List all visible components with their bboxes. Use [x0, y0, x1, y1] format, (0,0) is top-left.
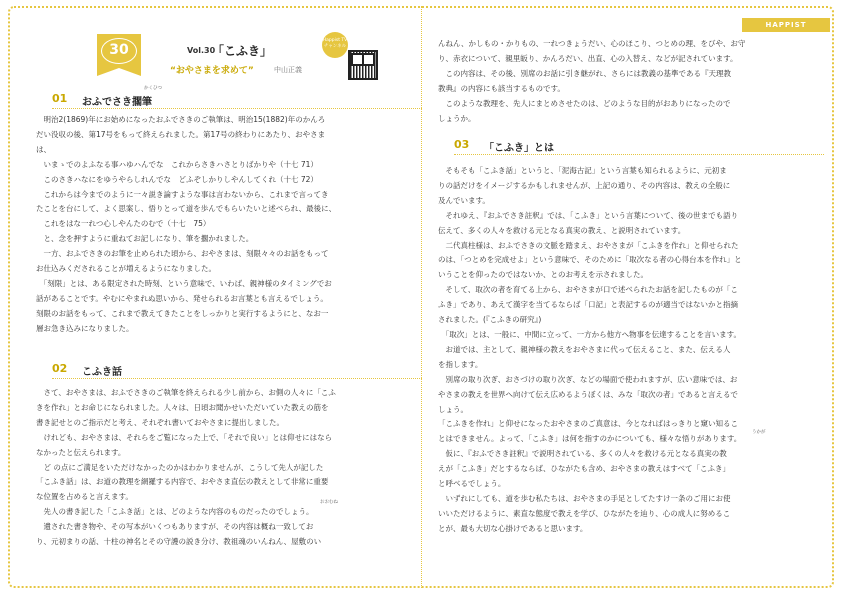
section2-line: けれども、おやさまは、それらをご覧になった上で、「それで良い」とは仰せにはなら: [36, 432, 333, 442]
section3-line: 二代真柱様は、おふでさきの文脈を踏まえ、おやさまが「こふきを作れ」と仰せられた: [438, 240, 739, 250]
section-1-title: [82, 93, 152, 108]
volume-number: 30: [109, 42, 129, 58]
section3-line: それゆえ、『おふでさき註釈』では、「こふき」という言葉について、後の世までも語り: [438, 210, 739, 220]
section3-line: のは、「つとめを完成せよ」という意味で、そのために「取次なる者の心得台本を作れ」と: [438, 255, 742, 265]
section-2-rule: [52, 378, 422, 379]
section3-line: 「こふきを作れ」と仰せになったおやさまのご真意は、今となればはっきりと窺い知るこ: [438, 419, 738, 429]
section2-line: ど の点にご満足をいただけなかったのかはわかりませんが、こうして先人が記した: [36, 462, 324, 472]
section-3-body: [438, 164, 816, 537]
section3-line: とはできません。よって、「こふき」は何を指すのかについても、様々な悟りがあります。: [438, 434, 742, 444]
section3-line: と呼べるでしょう。: [438, 479, 506, 489]
section3-line: いうことを仰ったのではないか、とのお考えを示されました。: [438, 270, 648, 280]
section-3-rule: [454, 154, 824, 155]
right-top-body: [438, 37, 816, 126]
section2-line: きを作れ」とお命じになられました。人々は、日頃お聞かせいただいていた教えの筋を: [36, 402, 329, 412]
section3-line: 別席の取り次ぎ、おさづけの取り次ぎ、などの場面で使われますが、広い意味では、お: [438, 374, 738, 384]
section2-line: 先人の書き記した「こふき話」とは、どのような内容のものだったのでしょう。: [36, 507, 314, 517]
volume-badge: [97, 34, 141, 68]
section1-line: 「刻限」とは、ある限定された時刻、という意味で、いわば、親神様のタイミングでお: [36, 278, 332, 288]
section2-line: 書き記せとのご指示だと考え、それぞれ書いておやさまに提出しました。: [36, 417, 284, 427]
author-name: 中山正義: [274, 66, 302, 74]
section3-line: しょう。: [438, 404, 468, 414]
section1-line: は、: [36, 144, 51, 154]
section2-line: り、元初まりの話、十柱の神名とその守護の説き分け、教祖魂のいんねん、屋敷のい: [36, 537, 322, 547]
brand-label: HAPPIST: [742, 18, 830, 32]
vol-label: Vol.30: [187, 46, 216, 55]
section1-line: これからは今までのように一々説き論すような事は言わないから、これまで言ってき: [36, 189, 329, 199]
section3-line: そもそも「こふき話」というと、「泥海古記」という言葉も知られるように、元初ま: [438, 166, 727, 175]
section3-line: そして、取次の者を育てる上から、おやさまが口で述べられたお話を記したものが「こ: [438, 285, 738, 295]
article-subtitle: “おやさまを求めて”: [170, 66, 254, 76]
section-2-ruby: おおむね: [320, 500, 338, 505]
section3-line: を指します。: [438, 359, 483, 369]
section3-line: 仮に、『おふでさき註釈』で説明されている、多くの人々を救ける元となる真実の教: [438, 449, 727, 459]
section3-line: とが、最も大切な心掛けであると思います。: [438, 523, 588, 533]
right-top-line: このような教理を、先人にまとめさせたのは、どのような目的がおありになったので: [438, 98, 731, 108]
section3-line: いずれにしても、道を歩む私たちは、おやさまの手足としてたすけ一条のご用にお使: [438, 493, 731, 503]
section-1-heading: [52, 86, 422, 110]
section-3-title: 「こふき」とは: [484, 143, 554, 154]
section2-line: 「こふき話」は、お道の教理を網羅する内容で、おやさま直伝の教えとして非常に重要: [36, 477, 329, 487]
section1-line: 一方、おふでさきのお筆を止められた頃から、おやさまは、刻限々々のお話をもって: [36, 249, 329, 259]
right-top-line: しょうか。: [438, 113, 476, 123]
section3-line: やさまの教えを世界へ向けて伝え広めるようぼくは、みな「取次の者」であると言えるで: [438, 389, 738, 399]
right-top-line: んねん、かしもの・かりもの、一れつきょうだい、心のほこり、つとめの理、をびや、お守: [438, 39, 746, 48]
section3-line: されました。(『こふきの研究』): [438, 315, 542, 325]
section-3-ruby: うかが: [752, 430, 766, 435]
section1-line: 刻限のお話をもって、これまで教えてきたことをしっかりと実行するようにと、なお一: [36, 308, 329, 318]
happist-tv-bubble: Happist TV チャンネル: [322, 32, 348, 58]
section3-line: お道では、主として、親神様の教えをおやさまに代って伝えること、また、伝える人: [438, 344, 731, 354]
section1-line: これをはな一れつ心しやんたのむで（十七 75）: [36, 219, 211, 229]
section3-line: 「取次」とは、一般に、中間に立って、一方から他方へ物事を伝達することを言います。: [438, 329, 741, 339]
section1-line: たことを台にして、よく思案し、悟りとって道を歩んでもらいたいと述べられ、最後に、: [36, 204, 337, 214]
section2-line: なかったと伝えられます。: [36, 447, 126, 457]
section-1-body: [36, 113, 416, 337]
section-1-ruby: かくひつ: [144, 86, 162, 91]
section-2-heading: [52, 362, 422, 380]
section3-line: 伝えて、多くの人々を救ける元となる真実の教え、と説明されています。: [438, 225, 686, 235]
section-1-title-bold: 擱筆: [132, 97, 152, 108]
section1-line: と、念を押すように重ねてお記しになり、筆を擱かれました。: [36, 234, 254, 244]
qr-code-icon[interactable]: [348, 50, 378, 80]
section2-line: 遺された書き物や、その写本がいくつもありますが、その内容は概ね一致してお: [36, 522, 314, 532]
section-1-number: 01: [52, 92, 68, 105]
section1-line: だい没収の後、第17号をもって終えられました。第17号の終わりにあたり、おやさま: [36, 129, 326, 139]
section-1-rule: [52, 108, 422, 109]
right-top-line: り、赤衣について、親里皈り、かんろだい、出直、心の入替え、などが記されています。: [438, 53, 738, 63]
section-2-title: こふき話: [82, 367, 122, 378]
section1-line: 明治2(1869)年にお始めになったおふでさきのご執筆は、明治15(1882)年のかんろ: [36, 115, 326, 124]
section-1-title-text: おふでさき: [82, 97, 132, 108]
section1-line: このさきハなにをゆうやらしれんでな どふぞしかりしやんしてくれ（十七 72）: [36, 174, 318, 184]
section3-line: りの話だけをイメージするかもしれませんが、上記の通り、その内容は、教えの全般に: [438, 180, 731, 190]
article-title: 「こふき」: [212, 44, 273, 58]
section3-line: ふき」であり、あえて漢字を当てるならば「口記」と表記するのが適当ではないかと指摘: [438, 300, 738, 310]
right-top-line: この内容は、その後、別席のお話に引き継がれ、さらには教義の基準である『天理教: [438, 68, 731, 78]
section3-line: いいただけるように、素直な態度で教えを学び、ひながたを辿り、心の成人に努めるこ: [438, 508, 731, 518]
section-2-body: [36, 386, 416, 550]
section2-line: さて、おやさまは、おふでさきのご執筆を終えられる少し前から、お側の人々に「こふ: [36, 388, 336, 397]
section-2-number: 02: [52, 362, 68, 375]
right-top-line: 教典』の内容にも該当するものです。: [438, 83, 565, 93]
section3-line: えが「こふき」だとするならば、ひながたも含め、おやさまの教えはすべて「こふき」: [438, 464, 731, 474]
section2-line: な位置を占めると言えます。: [36, 492, 133, 502]
section3-line: 及んでいます。: [438, 195, 490, 205]
section1-line: 話があることです。やむにやまれぬ思いから、発せられるお言葉とも言えるでしょう。: [36, 293, 328, 303]
section-3-heading: [454, 138, 824, 156]
section1-line: 層お急き込みになりました。: [36, 323, 134, 333]
badge-ribbon: [97, 68, 141, 76]
section1-line: お仕込みくだされることが増えるようになりました。: [36, 264, 216, 274]
section-3-number: 03: [454, 138, 470, 151]
section1-line: いまゝでのよふなる事ハゆハんでな これからさきハさとりばかりや（十七 71）: [36, 159, 318, 169]
